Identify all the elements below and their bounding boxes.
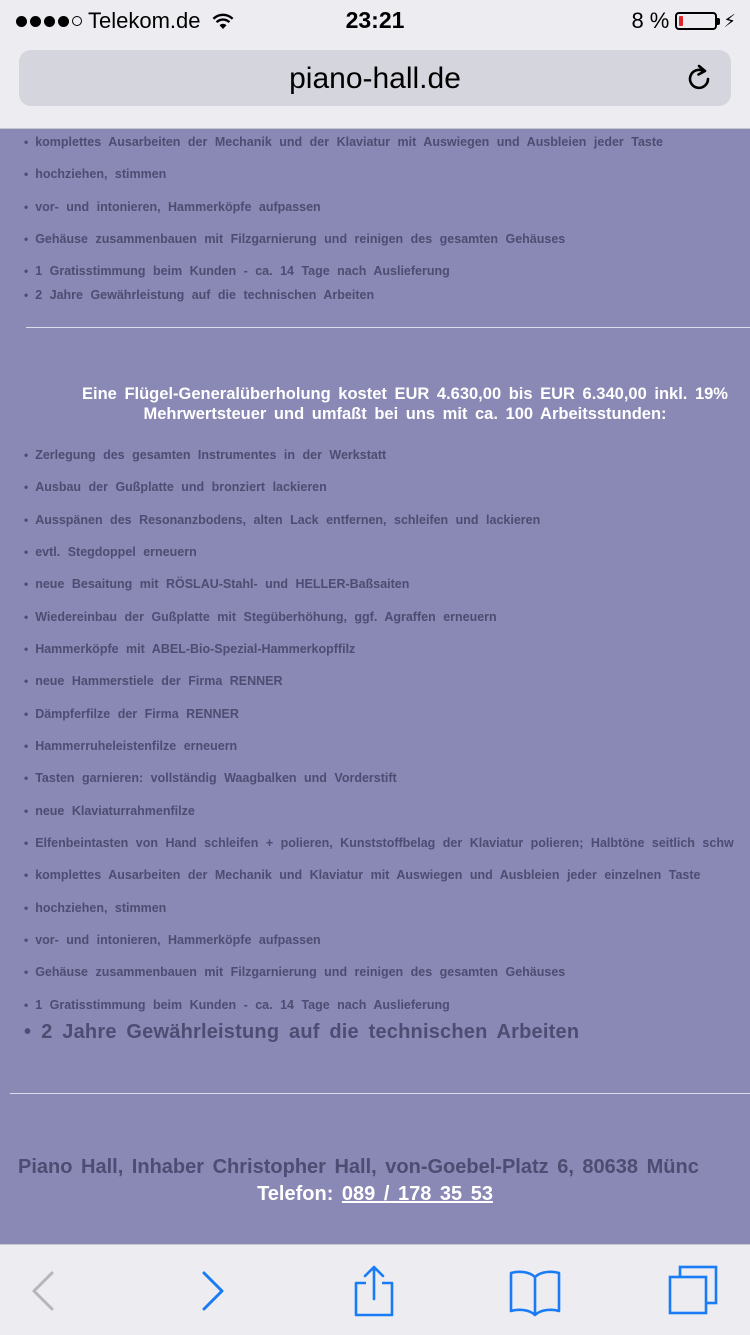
- list-item: • Ausbau der Gußplatte und bronziert lackieren: [24, 480, 327, 494]
- battery-percent: 8 %: [631, 8, 670, 33]
- list-item: • komplettes Ausarbeiten der Mechanik und der Klaviatur mit Auswiegen und Ausbleien jeder Taste: [24, 135, 663, 149]
- footer-address: Piano Hall, Inhaber Christopher Hall, von-Goebel-Platz 6, 80638 Münc: [18, 1156, 699, 1178]
- page-content: [0, 128, 750, 1244]
- list-item: • Zerlegung des gesamten Instrumentes in der Werkstatt: [24, 448, 386, 462]
- list-item: • neue Besaitung mit RÖSLAU-Stahl- und HELLER-Baßsaiten: [24, 577, 409, 591]
- phone-label: Telefon:: [257, 1183, 334, 1205]
- footer-phone: [0, 1183, 750, 1206]
- list-item: • Gehäuse zusammenbauen mit Filzgarnierung und reinigen des gesamten Gehäuses: [24, 232, 565, 246]
- list-item: • vor- und intonieren, Hammerköpfe aufpassen: [24, 933, 321, 947]
- phone-link[interactable]: 089 / 178 35 53: [341, 1183, 493, 1205]
- list-item: • 1 Gratisstimmung beim Kunden - ca. 14 Tage nach Auslieferung: [24, 264, 450, 278]
- address-bar[interactable]: [19, 50, 731, 106]
- list-item: • Gehäuse zusammenbauen mit Filzgarnierung und reinigen des gesamten Gehäuses: [24, 965, 565, 979]
- list-item: • 2 Jahre Gewährleistung auf die technischen Arbeiten: [24, 288, 374, 302]
- divider: [10, 1093, 750, 1094]
- list-item: • evtl. Stegdoppel erneuern: [24, 545, 197, 559]
- list-item: • Hammerköpfe mit ABEL-Bio-Spezial-Hammerkopffilz: [24, 642, 355, 656]
- list-item: • Wiedereinbau der Gußplatte mit Stegüberhöhung, ggf. Agraffen erneuern: [24, 610, 497, 624]
- list-item: • Dämpferfilze der Firma RENNER: [24, 707, 239, 721]
- list-item: • hochziehen, stimmen: [24, 167, 166, 181]
- bookmarks-icon[interactable]: [507, 1263, 563, 1319]
- list-item: • vor- und intonieren, Hammerköpfe aufpassen: [24, 200, 321, 214]
- share-icon[interactable]: [346, 1263, 402, 1319]
- forward-icon[interactable]: [184, 1263, 240, 1319]
- clock: 23:21: [345, 7, 405, 33]
- back-icon[interactable]: [16, 1263, 72, 1319]
- divider: [26, 327, 750, 328]
- list-item: • neue Hammerstiele der Firma RENNER: [24, 674, 283, 688]
- carrier-name: Telekom.de: [88, 8, 201, 33]
- warranty-item: • 2 Jahre Gewährleistung auf die technischen Arbeiten: [24, 1021, 579, 1044]
- reload-icon[interactable]: [683, 62, 715, 94]
- list-item: • 1 Gratisstimmung beim Kunden - ca. 14 Tage nach Auslieferung: [24, 998, 450, 1012]
- list-item: • Tasten garnieren: vollständig Waagbalken und Vorderstift: [24, 771, 397, 785]
- address-bar-url[interactable]: piano-hall.de: [289, 62, 461, 95]
- price-heading: Eine Flügel-Generalüberholung kostet EUR 4.630,00 bis EUR 6.340,00 inkl. 19% Mehrwertsteuer und umfaßt bei uns mit ca. 100 Arbeitsstunden:: [82, 385, 728, 423]
- charging-bolt-icon: ⚡: [723, 10, 736, 31]
- browser-address-area: [0, 40, 750, 129]
- status-right: [631, 8, 736, 34]
- tabs-icon[interactable]: [666, 1263, 722, 1319]
- list-item: • hochziehen, stimmen: [24, 901, 166, 915]
- list-item: • Elfenbeintasten von Hand schleifen + polieren, Kunststoffbelag der Klaviatur polieren; Halbtöne seitlich schw: [24, 836, 734, 850]
- list-item: • komplettes Ausarbeiten der Mechanik und Klaviatur mit Auswiegen und Ausbleien jeder einzelnen Taste: [24, 868, 700, 882]
- battery-icon: [675, 12, 717, 30]
- status-bar: [0, 0, 750, 40]
- list-item: • Ausspänen des Resonanzbodens, alten Lack entfernen, schleifen und lackieren: [24, 513, 540, 527]
- browser-toolbar: [0, 1244, 750, 1335]
- list-item: • Hammerruheleistenfilze erneuern: [24, 739, 237, 753]
- list-item: • neue Klaviaturrahmenfilze: [24, 804, 195, 818]
